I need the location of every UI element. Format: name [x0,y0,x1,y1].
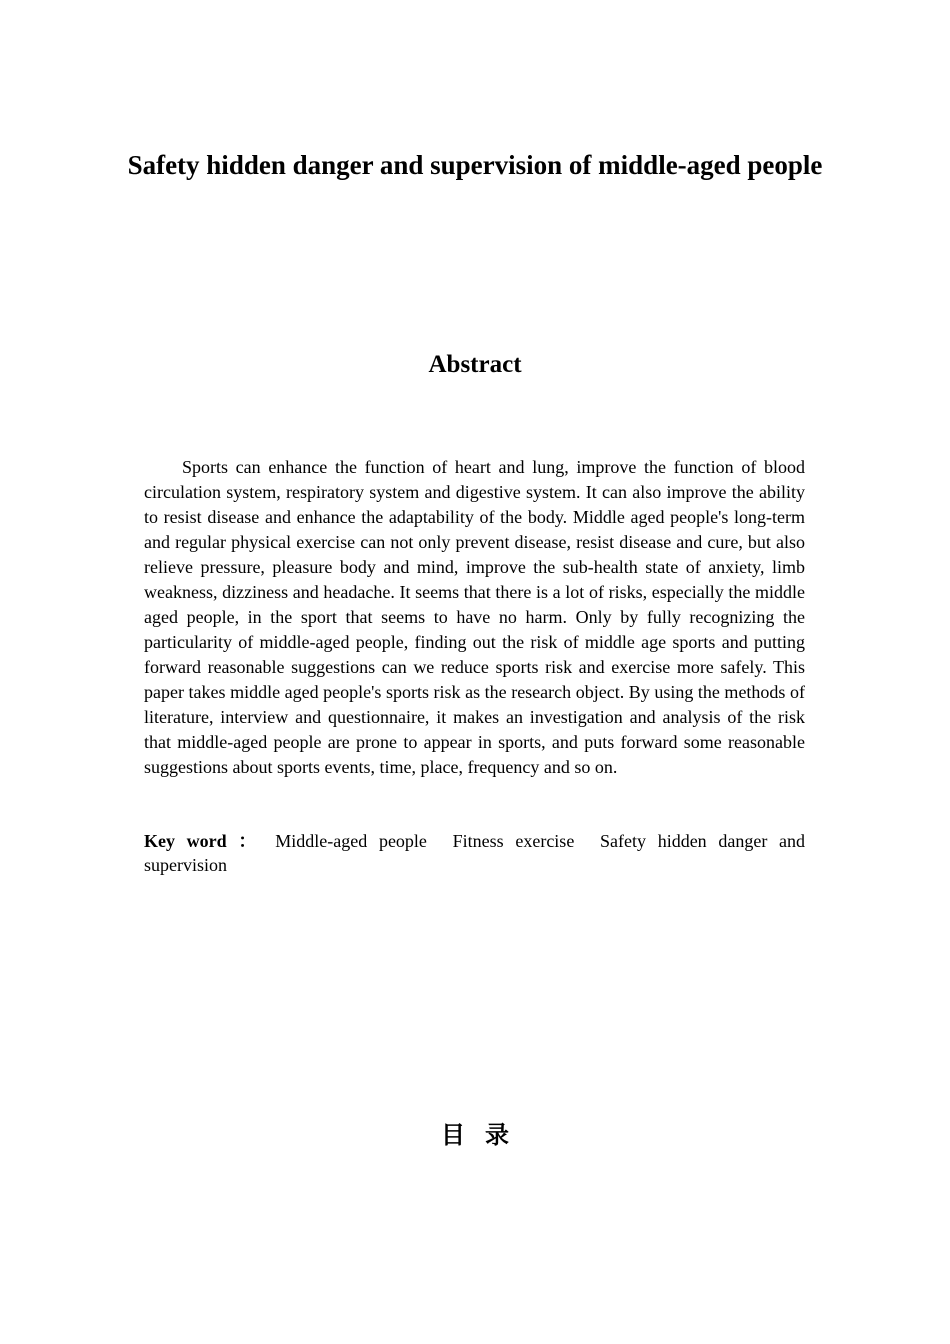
keywords-line [144,829,805,877]
keyword-item: Safety hidden danger and supervision [144,831,806,875]
abstract-heading: Abstract [428,351,522,378]
abstract-body: Sports can enhance the function of heart and lung, improve the function of blood circulation system, respiratory system and digestive system. It can also improve the ability to resist disease and enhance the adaptability of the body. Middle aged people's long-term and regular physical exercise can not only prevent disease, resist disease and cure, but also relieve pressure, pleasure body and mind, improve the sub-health state of anxiety, limb weakness, dizziness and headache. It seems that there is a lot of risks, especially the middle aged people, in the sport that seems to have no harm. Only by fully recognizing the particularity of middle-aged people, finding out the risk of middle age sports and putting forward reasonable suggestions can we reduce sports risk and exercise more safely. This paper takes middle aged people's sports risk as the research object. By using the methods of literature, interview and questionnaire, it makes an investigation and analysis of the risk that middle-aged people are prone to appear in sports, and puts forward some reasonable suggestions about sports events, time, place, frequency and so on. [144,457,805,777]
keywords-label: Key word ： [144,831,264,851]
keyword-item: Middle-aged people [275,831,427,851]
toc-heading: 目录 [441,1121,529,1149]
keyword-item: Fitness exercise [452,831,575,851]
document-title: Safety hidden danger and supervision of middle-aged people [127,150,823,180]
